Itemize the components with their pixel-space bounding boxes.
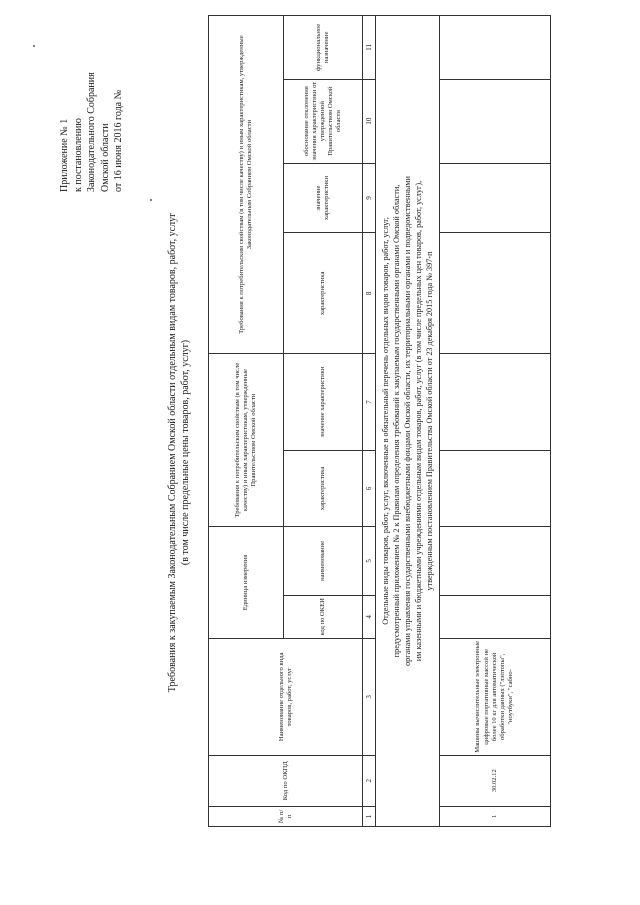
header-row xyxy=(209,16,284,827)
appendix-line: Омской области xyxy=(99,123,111,192)
page-title xyxy=(166,0,192,905)
header-unit-code: код по ОКЕИ xyxy=(284,595,363,638)
header-gov-char: характеристика xyxy=(284,450,363,526)
column-number: 1 xyxy=(363,806,376,826)
row-cell-empty xyxy=(440,16,551,80)
appendix-line: Законодательного Собрания xyxy=(86,72,97,192)
column-number: 9 xyxy=(363,163,376,233)
section-line: Отдельные виды товаров, работ, услуг, включенные в обязательный перечень отдельных видов товаров, работ, услуг, xyxy=(381,217,390,625)
column-number: 6 xyxy=(363,450,376,526)
column-number: 10 xyxy=(363,79,376,163)
section-row xyxy=(376,16,440,827)
column-number-row xyxy=(363,16,376,827)
row-cell-empty xyxy=(440,527,551,596)
scan-speck xyxy=(150,199,152,201)
row-okpd: 30.02.12 xyxy=(440,755,551,806)
column-number: 7 xyxy=(363,354,376,451)
header-okpd: Код по ОКПД xyxy=(209,755,363,806)
requirements-table xyxy=(208,15,551,827)
title-line: (в том числе предельные цены товаров, работ, услуг) xyxy=(180,339,191,566)
column-number: 4 xyxy=(363,595,376,638)
column-number: 2 xyxy=(363,755,376,806)
header-num: № п/п xyxy=(209,806,363,826)
row-num: 1 xyxy=(440,806,551,826)
section-line: органами управления государственными внебюджетными фондами Омской области, их территориальными органами и подведомственными xyxy=(403,176,412,666)
column-number: 3 xyxy=(363,638,376,755)
row-cell-empty xyxy=(440,163,551,233)
section-line: утвержденным постановлением Правительства Омской области от 23 декабря 2015 года № 397-п xyxy=(425,251,434,591)
table-row xyxy=(440,16,551,827)
scan-speck xyxy=(33,45,35,47)
column-number: 5 xyxy=(363,527,376,596)
header-leg-requirements: Требования к потребительским свойствам (в том числе качеству) и иным характеристикам, утвержденные Законодательным Собранием Омской области xyxy=(209,16,284,354)
row-cell-empty xyxy=(440,450,551,526)
header-unit-name: наименование xyxy=(284,527,363,596)
header-purpose: функциональное назначение xyxy=(284,16,363,80)
row-cell-empty xyxy=(440,595,551,638)
section-line: им казенными и бюджетными учреждениями отдельным видам товаров, работ, услуг (в том числе предельных цен товаров, работ, услуг), xyxy=(414,180,423,662)
header-leg-value: значение характеристики xyxy=(284,163,363,233)
header-gov-requirements: Требования к потребительским свойствам (в том числе качеству) и иным характеристикам, утвержденные Правительством Омской области xyxy=(209,354,284,527)
header-leg-char: характеристика xyxy=(284,233,363,354)
row-cell-empty xyxy=(440,233,551,354)
column-number: 11 xyxy=(363,16,376,80)
appendix-line: от 16 июня 2016 года № xyxy=(113,89,124,192)
section-line: предусмотренный приложением № 2 к Правилам определения требований к закупаемым государственными органами Омской области, xyxy=(392,184,401,658)
row-cell-empty xyxy=(440,354,551,451)
header-justification: обоснование отклонения значения характеристики от утвержденной Правительством Омской области xyxy=(284,79,363,163)
appendix-line: к постановлению xyxy=(72,118,84,192)
row-cell-empty xyxy=(440,79,551,163)
column-number: 8 xyxy=(363,233,376,354)
appendix-block xyxy=(58,12,126,192)
header-gov-value: значение характеристики xyxy=(284,354,363,451)
appendix-line: Приложение № 1 xyxy=(59,118,70,192)
row-name: Машины вычислительные электронные цифровые портативные массой не более 10 кг для автоматической обработки данных ("лэптопы", "ноутбуки", "сабно- xyxy=(440,638,551,755)
header-name: Наименование отдельного вида товаров, работ, услуг xyxy=(209,638,363,755)
header-unit: Единица измерения xyxy=(209,527,284,639)
title-line: Требования к закупаемым Законодательным Собранием Омской области отдельным видам товаров, работ, услуг xyxy=(167,212,178,693)
section-heading xyxy=(376,16,440,827)
